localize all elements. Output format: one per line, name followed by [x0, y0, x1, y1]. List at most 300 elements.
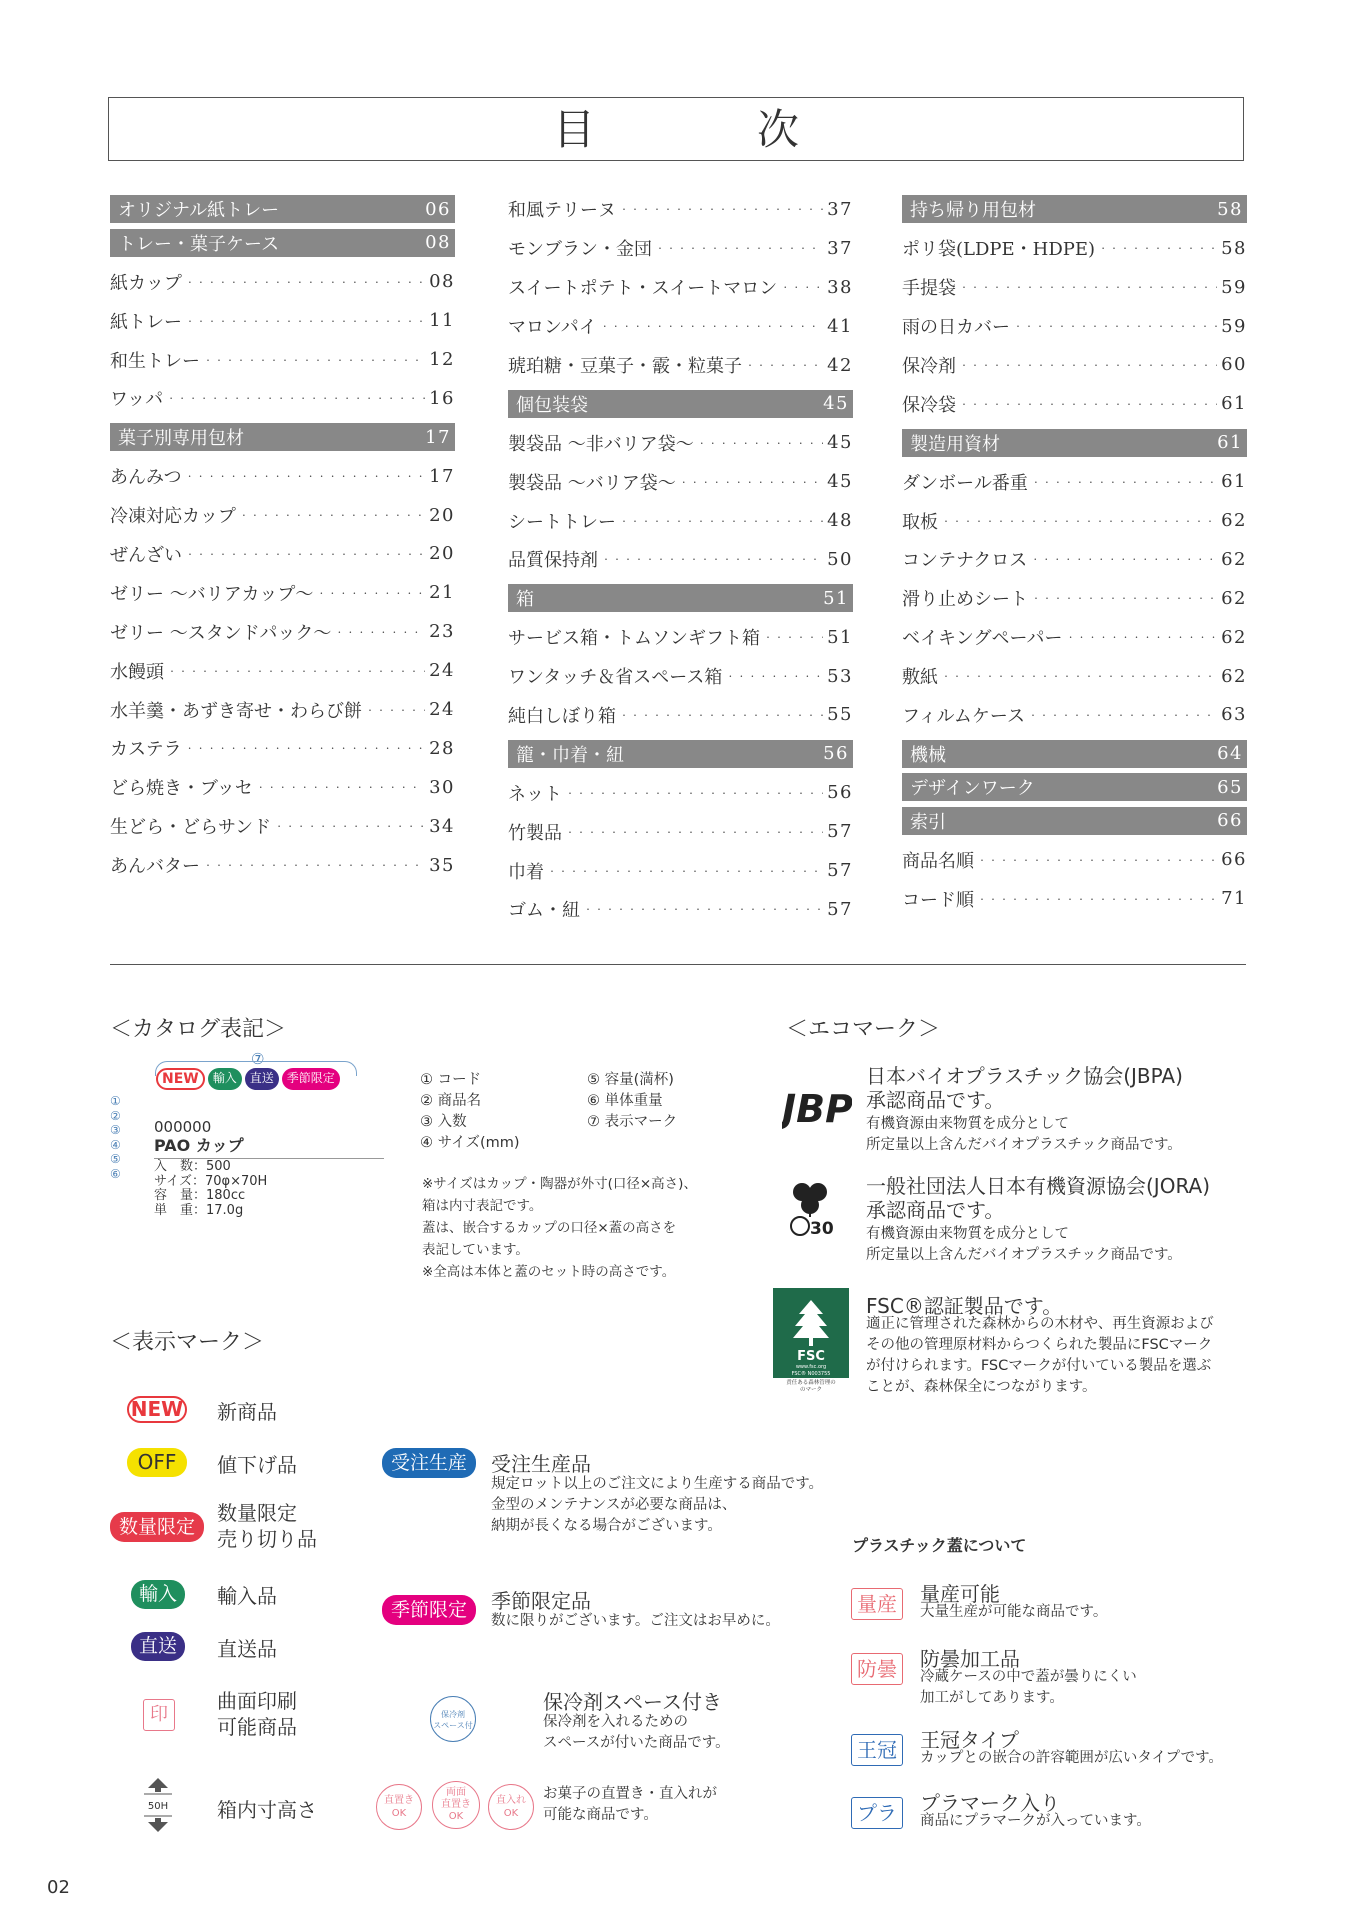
- toc-label: ダンボール番重: [902, 472, 1028, 494]
- toc-page: 57: [827, 898, 853, 920]
- leader-dots: [680, 471, 823, 492]
- text-line: 表記しています。: [422, 1242, 529, 1258]
- toc-label: 紙カップ: [110, 272, 182, 294]
- jora-title-1: 一般社団法人日本有機資源協会(JORA): [866, 1174, 1211, 1198]
- toc-entry[interactable]: [902, 657, 1247, 696]
- toc-label: 冷凍対応カップ: [110, 506, 236, 528]
- leader-dots: [781, 277, 823, 298]
- text-line: 箱は内寸表記です。: [422, 1198, 543, 1214]
- season-label: 季節限定品: [491, 1589, 591, 1613]
- leader-dots: [275, 816, 425, 837]
- toc-page: 59: [1221, 276, 1247, 298]
- toc-entry[interactable]: [508, 423, 853, 462]
- toc-entry[interactable]: [508, 696, 853, 735]
- svg-text:www.fsc.org: www.fsc.org: [795, 1364, 827, 1370]
- season-badge: 季節限定: [282, 1068, 340, 1090]
- text-line: OK: [391, 1808, 407, 1819]
- toc-page: 61: [1221, 471, 1247, 493]
- toc-entry[interactable]: [508, 540, 853, 579]
- badge-number: ⑦: [251, 1050, 265, 1068]
- toc-entry[interactable]: [508, 346, 853, 385]
- jbpa-title-2: 承認商品です。: [866, 1088, 1005, 1112]
- text-line: ③ 入数: [420, 1114, 467, 1130]
- toc-entry[interactable]: [110, 846, 455, 885]
- print-mark: 印: [143, 1699, 175, 1731]
- text-line: 納期が長くなる場合がございます。: [491, 1518, 722, 1534]
- toc-column-2: [508, 190, 853, 929]
- print-label-1: 曲面印刷: [217, 1689, 297, 1713]
- toc-page: 08: [425, 232, 451, 254]
- leader-dots: [978, 888, 1217, 909]
- toc-label: マロンパイ: [508, 317, 597, 339]
- toc-page: 34: [429, 815, 455, 837]
- double-direct-place-ok-mark: [432, 1781, 480, 1829]
- leader-dots: [566, 821, 823, 842]
- leader-dots: [960, 277, 1217, 298]
- text-line: 蓋は、嵌合するカップの口径×蓋の高さを: [422, 1220, 677, 1236]
- toc-page: 57: [827, 860, 853, 882]
- toc-label: 菓子別専用包材: [118, 428, 244, 450]
- toc-page: 63: [1221, 704, 1247, 726]
- leader-dots: [978, 849, 1217, 870]
- toc-page: 08: [429, 271, 455, 293]
- print-label: [217, 1688, 297, 1740]
- toc-page: 38: [827, 276, 853, 298]
- leader-dots: [186, 310, 425, 331]
- text-line: OK: [503, 1808, 519, 1819]
- toc-page: 21: [429, 582, 455, 604]
- toc-label: 個包装袋: [516, 394, 588, 416]
- toc-section-header[interactable]: [110, 195, 455, 223]
- toc-label: 品質保持剤: [508, 550, 598, 572]
- toc-section-header[interactable]: [508, 390, 853, 418]
- text-line: 加工がしてあります。: [920, 1690, 1064, 1706]
- leader-dots: [602, 549, 823, 570]
- toc-label: 箱: [516, 589, 534, 611]
- jora-desc: [866, 1224, 1182, 1266]
- toc-entry[interactable]: [110, 651, 455, 690]
- toc-label: 竹製品: [508, 822, 562, 844]
- toc-section-header[interactable]: [902, 807, 1247, 835]
- leader-dots: [1032, 471, 1217, 492]
- toc-label: 製造用資材: [910, 433, 1000, 455]
- toc-page: 60: [1221, 354, 1247, 376]
- toc-label: オリジナル紙トレー: [118, 200, 280, 222]
- cool-badge-2: スペース付: [433, 1721, 473, 1730]
- toc-page: 17: [425, 426, 451, 448]
- leader-dots: [1014, 316, 1217, 337]
- leader-dots: [960, 354, 1217, 375]
- jora-title: [866, 1174, 1210, 1222]
- text-line: 単 重：17.0g: [154, 1202, 244, 1218]
- toc-page: 24: [429, 699, 455, 721]
- toc-entry[interactable]: [110, 612, 455, 651]
- toc-label: 商品名順: [902, 850, 974, 872]
- direct-ok-desc: [543, 1784, 717, 1826]
- text-line: お菓子の直置き・直入れが: [543, 1786, 717, 1802]
- toc-entry[interactable]: [902, 618, 1247, 657]
- toc-page: 06: [425, 198, 451, 220]
- text-line: スペースが付いた商品です。: [543, 1735, 730, 1751]
- toc-entry[interactable]: [508, 268, 853, 307]
- import-badge: 輸入: [208, 1068, 242, 1090]
- toc-page: 51: [823, 587, 849, 609]
- toc-page: 37: [827, 198, 853, 220]
- toc-page: 66: [1221, 849, 1247, 871]
- toc-label: 生どら・どらサンド: [110, 817, 272, 839]
- toc-label: 和生トレー: [110, 350, 200, 372]
- toc-entry[interactable]: [902, 696, 1247, 735]
- svg-text:30: 30: [810, 1219, 834, 1239]
- new-badge: NEW: [156, 1068, 205, 1090]
- eco-heading: ＜エコマーク＞: [786, 1017, 941, 1042]
- toc-entry[interactable]: [508, 890, 853, 929]
- jora-desc-2: 所定量以上含んだバイオプラスチック商品です。: [866, 1247, 1182, 1263]
- text-line: 容 量：180cc: [154, 1188, 246, 1203]
- toc-page: 61: [1221, 393, 1247, 415]
- toc-section-header[interactable]: [508, 740, 853, 768]
- plastic-heading: プラスチック蓋について: [852, 1536, 1027, 1555]
- direct-label: 直送品: [217, 1637, 277, 1661]
- text-line: ことが、森林保全につながります。: [866, 1379, 1097, 1395]
- toc-page: 45: [827, 471, 853, 493]
- sample-code: 000000: [154, 1118, 212, 1136]
- toc-page: 61: [1217, 432, 1243, 454]
- toc-page: 65: [1217, 776, 1243, 798]
- import-label: 輸入品: [217, 1584, 277, 1608]
- toc-label: 純白しぼり箱: [508, 705, 616, 727]
- toc-entry[interactable]: [902, 579, 1247, 618]
- toc-page: 41: [827, 315, 853, 337]
- new-label: 新商品: [217, 1400, 277, 1424]
- order-label: 受注生産品: [491, 1452, 591, 1476]
- toc-label: ゼリー ～スタンドパック～: [110, 622, 332, 644]
- toc-label: 手提袋: [902, 278, 956, 300]
- toc-entry[interactable]: [902, 307, 1247, 346]
- toc-page: 62: [1221, 587, 1247, 609]
- toc-column-3: [902, 190, 1247, 918]
- toc-page: 58: [1221, 237, 1247, 259]
- direct-place-ok-mark: [376, 1784, 422, 1830]
- direct-insert-ok-mark: [488, 1784, 534, 1830]
- text-line: 両面: [446, 1787, 466, 1798]
- page-title-box: [108, 97, 1244, 161]
- toc-entry[interactable]: [508, 812, 853, 851]
- toc-entry[interactable]: [110, 457, 455, 496]
- plastic-label: 量産可能: [920, 1582, 1000, 1606]
- jora-logo: [786, 1178, 838, 1244]
- toc-entry[interactable]: [508, 462, 853, 501]
- order-mark: 受注生産: [382, 1448, 476, 1478]
- jora-title-2: 承認商品です。: [866, 1198, 1005, 1222]
- direct-mark: 直送: [131, 1632, 185, 1661]
- toc-entry[interactable]: [508, 229, 853, 268]
- leader-dots: [620, 704, 823, 725]
- toc-label: あんみつ: [110, 467, 182, 489]
- toc-label: ワッパ: [110, 389, 164, 411]
- jbpa-desc: [866, 1114, 1182, 1156]
- toc-page: 53: [827, 665, 853, 687]
- text-line: ④: [110, 1137, 121, 1152]
- svg-text:FSC: FSC: [797, 1349, 825, 1364]
- height-label: 箱内寸高さ: [217, 1798, 317, 1822]
- toc-entry[interactable]: [508, 618, 853, 657]
- toc-label: 琥珀糖・豆菓子・霰・粒菓子: [508, 356, 742, 377]
- leader-dots: [746, 355, 823, 376]
- toc-entry[interactable]: [110, 340, 455, 379]
- toc-label: 製袋品 ～バリア袋～: [508, 472, 676, 494]
- toc-label: サービス箱・トムソンギフト箱: [508, 628, 760, 650]
- toc-page: 50: [827, 548, 853, 570]
- order-desc: [491, 1474, 823, 1537]
- toc-entry[interactable]: [508, 190, 853, 229]
- toc-page: 28: [429, 737, 455, 759]
- toc-entry[interactable]: [110, 768, 455, 807]
- off-mark: OFF: [127, 1448, 187, 1477]
- svg-text:50H: 50H: [147, 1801, 169, 1812]
- limit-mark: 数量限定: [110, 1512, 204, 1542]
- svg-text:JBP: JBP: [782, 1087, 852, 1130]
- toc-page: 51: [827, 626, 853, 648]
- svg-text:FSC® N003755: FSC® N003755: [791, 1371, 831, 1377]
- toc-label: 雨の日カバー: [902, 317, 1010, 339]
- text-line: 直置き: [384, 1795, 414, 1806]
- leader-dots: [335, 621, 425, 642]
- direct-badge: 直送: [245, 1068, 279, 1090]
- badge-row: [156, 1068, 340, 1090]
- toc-page: 35: [429, 854, 455, 876]
- toc-label: デザインワーク: [910, 778, 1035, 800]
- legend-right: [587, 1070, 677, 1133]
- text-line: ⑤ 容量(満杯): [587, 1072, 674, 1088]
- leader-dots: [167, 388, 425, 409]
- toc-entry[interactable]: [110, 535, 455, 574]
- leader-dots: [698, 432, 823, 453]
- toc-page: 23: [429, 621, 455, 643]
- leader-dots: [257, 777, 425, 798]
- toc-label: ベイキングペーパー: [902, 628, 1063, 650]
- plastic-badge: プラ: [851, 1797, 903, 1829]
- jora-desc-1: 有機資源由来物質を成分として: [866, 1226, 1069, 1242]
- toc-label: どら焼き・ブッセ: [110, 778, 253, 800]
- toc-entry[interactable]: [902, 462, 1247, 501]
- plastic-desc: [920, 1602, 1107, 1623]
- toc-entry[interactable]: [110, 807, 455, 846]
- toc-label: ネット: [508, 783, 562, 805]
- toc-entry[interactable]: [110, 690, 455, 729]
- toc-page: 59: [1221, 315, 1247, 337]
- text-line: 適正に管理された森林からの木材や、再生資源および: [866, 1316, 1214, 1332]
- toc-entry[interactable]: [110, 496, 455, 535]
- toc-entry[interactable]: [902, 268, 1247, 307]
- leader-dots: [240, 505, 425, 526]
- leader-dots: [942, 666, 1217, 687]
- toc-section-header[interactable]: [508, 584, 853, 612]
- toc-label: ぜんざい: [110, 544, 182, 566]
- toc-label: スイートポテト・スイートマロン: [508, 278, 778, 300]
- text-line: その他の管理原材料からつくられた製品にFSCマーク: [866, 1337, 1213, 1353]
- catalog-notes: [422, 1173, 697, 1283]
- toc-label: 取板: [902, 511, 938, 533]
- toc-label: 和風テリーヌ: [508, 200, 616, 222]
- catalog-sample: [110, 1050, 400, 1240]
- toc-entry[interactable]: [508, 501, 853, 540]
- leader-dots: [1099, 238, 1217, 259]
- leader-dots: [204, 349, 425, 370]
- toc-page: 66: [1217, 810, 1243, 832]
- toc-page: 12: [429, 349, 455, 371]
- toc-label: コンテナクロス: [902, 550, 1028, 572]
- catalog-heading: ＜カタログ表記＞: [110, 1017, 287, 1042]
- number-markers: [110, 1094, 121, 1182]
- jbpa-desc-2: 所定量以上含んだバイオプラスチック商品です。: [866, 1137, 1182, 1153]
- toc-page: 55: [827, 704, 853, 726]
- leader-dots: [317, 582, 425, 603]
- divider: [110, 964, 1246, 965]
- toc-page: 17: [429, 465, 455, 487]
- toc-label: コード順: [902, 889, 974, 911]
- jbpa-logo: [782, 1082, 852, 1130]
- import-mark: 輸入: [131, 1580, 185, 1609]
- toc-section-header[interactable]: [902, 740, 1247, 768]
- text-line: ※全高は本体と蓋のセット時の高さです。: [422, 1264, 676, 1280]
- text-line: ⑥: [110, 1166, 121, 1181]
- text-line: ③: [110, 1123, 121, 1138]
- leader-dots: [942, 510, 1217, 531]
- leader-dots: [168, 660, 425, 681]
- leader-dots: [566, 782, 823, 803]
- toc-entry[interactable]: [902, 879, 1247, 918]
- toc-entry[interactable]: [508, 307, 853, 346]
- toc-label: ゼリー ～バリアカップ～: [110, 583, 314, 605]
- jbpa-title: [866, 1064, 1183, 1112]
- text-line: ①: [110, 1094, 121, 1108]
- leader-dots: [1031, 549, 1217, 570]
- season-desc: 数に限りがございます。ご注文はお早めに。: [491, 1613, 780, 1629]
- toc-label: ゴム・紐: [508, 900, 580, 922]
- text-line: ④ サイズ(mm): [420, 1135, 520, 1151]
- toc-label: 製袋品 ～非バリア袋～: [508, 433, 694, 455]
- cool-desc: [543, 1712, 730, 1754]
- plastic-desc: [920, 1748, 1223, 1769]
- toc-entry[interactable]: [902, 840, 1247, 879]
- text-line: ① コード: [420, 1072, 482, 1088]
- toc-label: 敷紙: [902, 667, 938, 689]
- toc-page: 56: [823, 743, 849, 765]
- fsc-desc: [866, 1314, 1214, 1398]
- toc-label: 巾着: [508, 861, 544, 883]
- toc-label: 籠・巾着・紐: [516, 744, 624, 766]
- leader-dots: [204, 855, 425, 876]
- toc-section-header[interactable]: [110, 229, 455, 257]
- leader-dots: [584, 899, 823, 920]
- leader-dots: [656, 238, 823, 259]
- season-mark: 季節限定: [382, 1595, 476, 1625]
- cool-badge-1: 保冷剤: [441, 1710, 465, 1719]
- toc-page: 30: [429, 776, 455, 798]
- leader-dots: [764, 627, 823, 648]
- toc-entry[interactable]: [508, 773, 853, 812]
- leader-dots: [1029, 704, 1217, 725]
- limit-label-1: 数量限定: [217, 1501, 297, 1525]
- toc-page: 62: [1221, 510, 1247, 532]
- text-line: ⑦ 表示マーク: [587, 1114, 678, 1130]
- toc-section-header[interactable]: [902, 429, 1247, 457]
- toc-page: 37: [827, 237, 853, 259]
- toc-section-header[interactable]: [902, 773, 1247, 801]
- toc-label: トレー・菓子ケース: [118, 233, 280, 255]
- toc-entry[interactable]: [508, 851, 853, 890]
- toc-section-header[interactable]: [902, 195, 1247, 223]
- jbpa-title-1: 日本バイオプラスチック協会(JBPA): [866, 1064, 1183, 1088]
- toc-entry[interactable]: [902, 229, 1247, 268]
- toc-page: 58: [1217, 198, 1243, 220]
- toc-entry[interactable]: [902, 501, 1247, 540]
- plastic-label: 王冠タイプ: [920, 1728, 1019, 1752]
- toc-page: 20: [429, 504, 455, 526]
- toc-entry[interactable]: [110, 301, 455, 340]
- text-line: ②: [110, 1108, 121, 1123]
- toc-page: 57: [827, 821, 853, 843]
- leader-dots: [960, 393, 1217, 414]
- page-title: 目 次: [552, 105, 859, 154]
- cool-space-mark: [430, 1696, 476, 1742]
- leader-dots: [620, 199, 823, 220]
- leader-dots: [186, 466, 425, 487]
- cool-label: 保冷剤スペース付き: [543, 1690, 722, 1714]
- text-line: ※サイズはカップ・陶器が外寸(口径×高さ)、: [422, 1176, 697, 1192]
- toc-entry[interactable]: [508, 657, 853, 696]
- toc-entry[interactable]: [902, 540, 1247, 579]
- toc-label: 持ち帰り用包材: [910, 200, 1036, 222]
- limit-label: [217, 1500, 317, 1552]
- fsc-title: FSC®認証製品です。: [866, 1294, 1063, 1318]
- toc-entry[interactable]: [110, 573, 455, 612]
- toc-page: 42: [827, 354, 853, 376]
- fsc-logo: [773, 1288, 849, 1398]
- toc-page: 62: [1221, 548, 1247, 570]
- toc-label: 水饅頭: [110, 661, 164, 683]
- toc-label: ポリ袋(LDPE・HDPE): [902, 239, 1096, 261]
- plastic-badge: 防曇: [851, 1653, 903, 1685]
- page-number: 02: [47, 1877, 70, 1898]
- text-line: 金型のメンテナンスが必要な商品は、: [491, 1497, 737, 1513]
- sample-name: PAO カップ: [154, 1136, 244, 1155]
- toc-page: 71: [1221, 888, 1247, 910]
- leader-dots: [601, 316, 823, 337]
- leader-dots: [1032, 588, 1217, 609]
- plastic-desc: [920, 1667, 1137, 1709]
- text-line: カップとの嵌合の許容範囲が広いタイプです。: [920, 1750, 1223, 1766]
- toc-page: 45: [827, 432, 853, 454]
- text-line: 大量生産が可能な商品です。: [920, 1604, 1108, 1620]
- toc-entry[interactable]: [110, 729, 455, 768]
- toc-entry[interactable]: [110, 379, 455, 418]
- toc-label: シートトレー: [508, 511, 616, 533]
- leader-dots: [186, 543, 425, 564]
- text-line: 可能な商品です。: [543, 1807, 658, 1823]
- toc-page: 24: [429, 660, 455, 682]
- height-mark: [140, 1776, 176, 1834]
- text-line: ⑥ 単体重量: [587, 1093, 663, 1109]
- off-label: 値下げ品: [217, 1453, 297, 1477]
- toc-entry[interactable]: [902, 346, 1247, 385]
- toc-page: 62: [1221, 626, 1247, 648]
- text-line: OK: [448, 1811, 464, 1822]
- toc-entry[interactable]: [110, 262, 455, 301]
- toc-entry[interactable]: [902, 384, 1247, 423]
- toc-section-header[interactable]: [110, 423, 455, 451]
